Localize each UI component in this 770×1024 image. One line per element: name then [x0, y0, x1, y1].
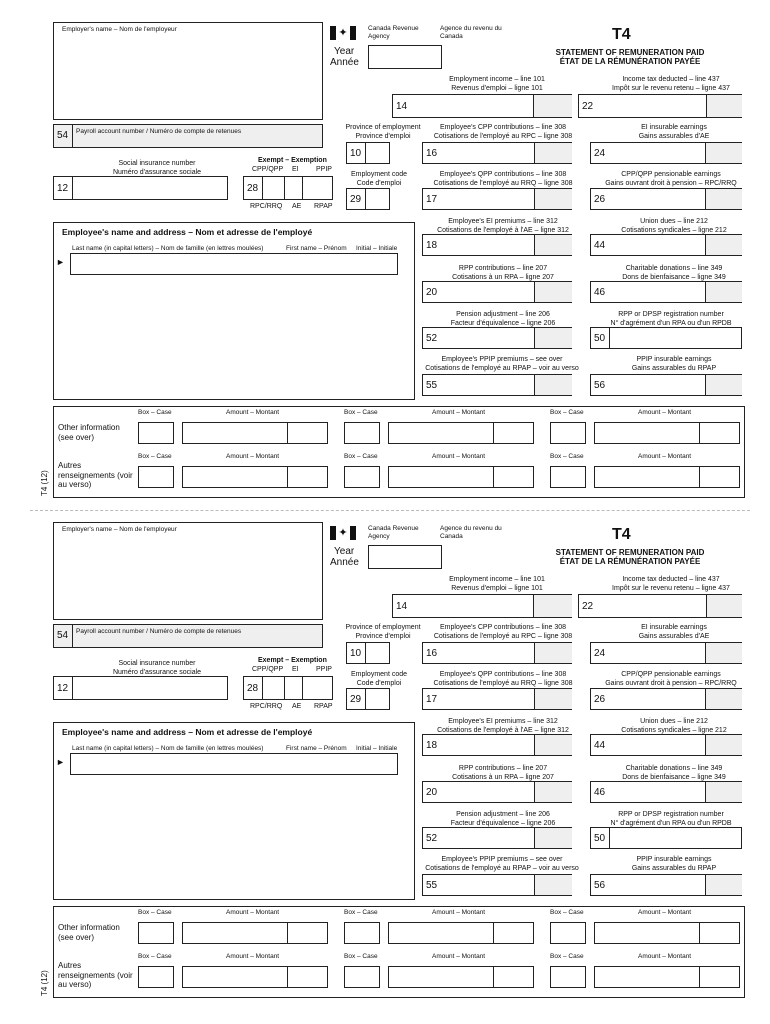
box-12[interactable]: 12 [53, 176, 228, 200]
box-14[interactable]: 14 [392, 94, 572, 118]
other-info-amount-input[interactable] [388, 966, 534, 988]
exempt-ppip-fr: RPAP [314, 203, 333, 210]
label-14: Employment income – line 101 Revenus d'emploi – ligne 101 [449, 76, 545, 92]
employer-name-box[interactable] [53, 22, 323, 120]
side-code: T4 (12) [40, 970, 49, 996]
first-name-label: First name – Prénom [286, 245, 347, 252]
arrow-right-icon: ► [56, 757, 65, 767]
other-info-amount-input[interactable] [182, 466, 328, 488]
box-17[interactable]: 17 [422, 188, 572, 210]
box-44[interactable]: 44 [590, 734, 742, 756]
other-info-box-input[interactable] [550, 422, 586, 444]
other-info-box-input[interactable] [138, 966, 174, 988]
other-info-amount-input[interactable] [594, 966, 740, 988]
box-case-label: Box – Case [344, 409, 378, 416]
label-18: Employee's EI premiums – line 312 Cotisations de l'employé à l'AE – ligne 312 [437, 218, 569, 234]
other-info-section [53, 406, 745, 498]
other-info-box-input[interactable] [344, 922, 380, 944]
arrow-right-icon: ► [56, 257, 65, 267]
province-label: Province of employment Province d'emploi [345, 124, 421, 140]
label-55: Employee's PPIP premiums – see over Cotisations de l'employé au RPAP – voir au verso [425, 856, 579, 872]
other-info-en: Other information (see over) [58, 923, 120, 942]
amount-label: Amount – Montant [432, 953, 486, 960]
exempt-ppip: PPIP [316, 666, 332, 673]
box-29[interactable]: 29 [346, 688, 390, 710]
exempt-ei: EI [292, 666, 299, 673]
employee-name-input[interactable] [70, 253, 398, 275]
box-28[interactable]: 28 [243, 676, 333, 700]
label-16: Employee's CPP contributions – line 308 Cotisations de l'employé au RPC – ligne 308 [433, 624, 573, 640]
label-26: CPP/QPP pensionable earnings Gains ouvrant droit à pension – RPC/RRQ [605, 171, 737, 187]
label-26: CPP/QPP pensionable earnings Gains ouvrant droit à pension – RPC/RRQ [605, 671, 737, 687]
box-26[interactable]: 26 [590, 188, 742, 210]
box-52[interactable]: 52 [422, 327, 572, 349]
box-case-label: Box – Case [138, 453, 172, 460]
label-17: Employee's QPP contributions – line 308 Cotisations de l'employé au RRQ – ligne 308 [433, 671, 573, 687]
box-52[interactable]: 52 [422, 827, 572, 849]
employer-name-box[interactable] [53, 522, 323, 620]
amount-label: Amount – Montant [638, 909, 692, 916]
box-case-label: Box – Case [138, 409, 172, 416]
year-label-en: Year [334, 46, 355, 57]
t4-slip-2 [0, 520, 770, 1020]
label-24: EI insurable earnings Gains assurables d'AE [638, 624, 710, 640]
statement-fr: ÉTAT DE LA RÉMUNÉRATION PAYÉE [559, 557, 701, 566]
exempt-ei-fr: AE [292, 203, 302, 210]
other-info-amount-input[interactable] [388, 922, 534, 944]
amount-label: Amount – Montant [226, 453, 280, 460]
employee-section-title: Employee's name and address – Nom et adresse de l'employé [62, 227, 313, 237]
other-info-box-input[interactable] [344, 466, 380, 488]
label-20: RPP contributions – line 207 Cotisations à un RPA – ligne 207 [452, 265, 554, 281]
label-18: Employee's EI premiums – line 312 Cotisations de l'employé à l'AE – ligne 312 [437, 718, 569, 734]
box-20[interactable]: 20 [422, 281, 572, 303]
other-info-box-input[interactable] [550, 922, 586, 944]
exempt-label: Exempt – Exemption [258, 157, 327, 164]
label-22: Income tax deducted – line 437 Impôt sur le revenu retenu – ligne 437 [612, 576, 730, 592]
sin-label: Social insurance number Numéro d'assurance sociale [112, 160, 202, 176]
box-case-label: Box – Case [550, 453, 584, 460]
box-case-label: Box – Case [550, 909, 584, 916]
label-46: Charitable donations – line 349 Dons de bienfaisance – ligne 349 [622, 765, 726, 781]
year-label-fr: Année [330, 557, 359, 568]
year-label-fr: Année [330, 57, 359, 68]
box-24[interactable]: 24 [590, 142, 742, 164]
box-24[interactable]: 24 [590, 642, 742, 664]
box-55[interactable]: 55 [422, 374, 572, 396]
label-56: PPIP insurable earnings Gains assurables du RPAP [631, 356, 717, 372]
amount-label: Amount – Montant [432, 909, 486, 916]
other-info-amount-input[interactable] [388, 422, 534, 444]
agency-fr: Agence du revenu du Canada [440, 25, 502, 40]
exempt-label: Exempt – Exemption [258, 657, 327, 664]
label-56: PPIP insurable earnings Gains assurables du RPAP [631, 856, 717, 872]
other-info-amount-input[interactable] [182, 922, 328, 944]
label-16: Employee's CPP contributions – line 308 Cotisations de l'employé au RPC – ligne 308 [433, 124, 573, 140]
initial-label: Initial – Initiale [356, 245, 398, 252]
other-info-box-input[interactable] [344, 966, 380, 988]
side-code: T4 (12) [40, 470, 49, 496]
exempt-ei: EI [292, 166, 299, 173]
amount-label: Amount – Montant [432, 409, 486, 416]
box-22[interactable]: 22 [578, 594, 742, 618]
label-14: Employment income – line 101 Revenus d'emploi – ligne 101 [449, 576, 545, 592]
agency-fr: Agence du revenu du Canada [440, 525, 502, 540]
box-case-label: Box – Case [138, 953, 172, 960]
box-44[interactable]: 44 [590, 234, 742, 256]
exempt-ei-fr: AE [292, 703, 302, 710]
year-label-en: Year [334, 546, 355, 557]
amount-label: Amount – Montant [226, 409, 280, 416]
other-info-amount-input[interactable] [594, 422, 740, 444]
box-10[interactable]: 10 [346, 642, 390, 664]
exempt-cpp: CPP/QPP [252, 166, 284, 173]
exempt-cpp: CPP/QPP [252, 666, 284, 673]
emp-code-label: Employment code Code d'emploi [350, 171, 408, 187]
label-24: EI insurable earnings Gains assurables d'AE [638, 124, 710, 140]
amount-label: Amount – Montant [226, 953, 280, 960]
label-20: RPP contributions – line 207 Cotisations à un RPA – ligne 207 [452, 765, 554, 781]
amount-label: Amount – Montant [638, 409, 692, 416]
amount-label: Amount – Montant [432, 453, 486, 460]
box-22[interactable]: 22 [578, 94, 742, 118]
box-46[interactable]: 46 [590, 281, 742, 303]
exempt-cpp-fr: RPC/RRQ [250, 203, 283, 210]
box-17[interactable]: 17 [422, 688, 572, 710]
exempt-cpp-fr: RPC/RRQ [250, 703, 283, 710]
year-input[interactable] [368, 45, 442, 69]
box-16[interactable]: 16 [422, 142, 572, 164]
label-44: Union dues – line 212 Cotisations syndicales – ligne 212 [621, 718, 727, 734]
cut-line [30, 510, 750, 511]
statement-en: STATEMENT OF REMUNERATION PAID [555, 548, 705, 557]
payroll-account-box[interactable]: 54 Payroll account number / Numéro de compte de retenues [53, 624, 323, 648]
box-18[interactable]: 18 [422, 234, 572, 256]
other-info-amount-input[interactable] [182, 966, 328, 988]
box-14[interactable]: 14 [392, 594, 572, 618]
label-44: Union dues – line 212 Cotisations syndicales – ligne 212 [621, 218, 727, 234]
agency-en: Canada Revenue Agency [368, 25, 419, 40]
label-52: Pension adjustment – line 206 Facteur d'équivalence – ligne 206 [450, 311, 556, 327]
form-code: T4 [612, 26, 631, 43]
box-26[interactable]: 26 [590, 688, 742, 710]
other-info-section [53, 906, 745, 998]
box-case-label: Box – Case [550, 953, 584, 960]
other-info-box-input[interactable] [550, 966, 586, 988]
exempt-ppip-fr: RPAP [314, 703, 333, 710]
box-case-label: Box – Case [138, 909, 172, 916]
payroll-account-box[interactable]: 54 Payroll account number / Numéro de compte de retenues [53, 124, 323, 148]
other-info-box-input[interactable] [344, 422, 380, 444]
other-info-en: Other information (see over) [58, 423, 120, 442]
label-55: Employee's PPIP premiums – see over Cotisations de l'employé au RPAP – voir au verso [425, 356, 579, 372]
emp-code-label: Employment code Code d'emploi [350, 671, 408, 687]
box-case-label: Box – Case [344, 909, 378, 916]
label-50: RPP or DPSP registration number N° d'agrément d'un RPA ou d'un RPDB [610, 811, 732, 827]
label-17: Employee's QPP contributions – line 308 Cotisations de l'employé au RRQ – ligne 308 [433, 171, 573, 187]
last-name-label: Last name (in capital letters) – Nom de famille (en lettres moulées) [72, 245, 264, 252]
box-56[interactable]: 56 [590, 874, 742, 896]
box-10[interactable]: 10 [346, 142, 390, 164]
box-case-label: Box – Case [344, 953, 378, 960]
initial-label: Initial – Initiale [356, 745, 398, 752]
employee-address-box [53, 722, 415, 900]
amount-label: Amount – Montant [638, 453, 692, 460]
payroll-label: Payroll account number / Numéro de compte de retenues [76, 628, 242, 635]
box-29[interactable]: 29 [346, 188, 390, 210]
box-case-label: Box – Case [550, 409, 584, 416]
box-50[interactable]: 50 [590, 327, 742, 349]
other-info-amount-input[interactable] [182, 422, 328, 444]
other-info-amount-input[interactable] [594, 466, 740, 488]
form-code: T4 [612, 526, 631, 543]
box-28[interactable]: 28 [243, 176, 333, 200]
other-info-amount-input[interactable] [388, 466, 534, 488]
label-46: Charitable donations – line 349 Dons de bienfaisance – ligne 349 [622, 265, 726, 281]
agency-en: Canada Revenue Agency [368, 525, 419, 540]
first-name-label: First name – Prénom [286, 745, 347, 752]
year-input[interactable] [368, 545, 442, 569]
box-50[interactable]: 50 [590, 827, 742, 849]
employer-name-label: Employer's name – Nom de l'employeur [62, 526, 177, 533]
statement-fr: ÉTAT DE LA RÉMUNÉRATION PAYÉE [559, 57, 701, 66]
employee-address-box [53, 222, 415, 400]
other-info-box-input[interactable] [138, 466, 174, 488]
box-46[interactable]: 46 [590, 781, 742, 803]
box-12[interactable]: 12 [53, 676, 228, 700]
employee-section-title: Employee's name and address – Nom et adresse de l'employé [62, 727, 313, 737]
other-info-fr: Autres renseignements (voir au verso) [58, 461, 133, 489]
amount-label: Amount – Montant [226, 909, 280, 916]
exempt-ppip: PPIP [316, 166, 332, 173]
amount-label: Amount – Montant [638, 953, 692, 960]
box-20[interactable]: 20 [422, 781, 572, 803]
t4-slip-1 [0, 20, 770, 520]
label-50: RPP or DPSP registration number N° d'agrément d'un RPA ou d'un RPDB [610, 311, 732, 327]
other-info-box-input[interactable] [138, 922, 174, 944]
label-52: Pension adjustment – line 206 Facteur d'équivalence – ligne 206 [450, 811, 556, 827]
province-label: Province of employment Province d'emploi [345, 624, 421, 640]
label-22: Income tax deducted – line 437 Impôt sur le revenu retenu – ligne 437 [612, 76, 730, 92]
canada-flag-icon: ✦ [330, 26, 356, 40]
employee-name-input[interactable] [70, 753, 398, 775]
other-info-amount-input[interactable] [594, 922, 740, 944]
box-case-label: Box – Case [344, 453, 378, 460]
other-info-fr: Autres renseignements (voir au verso) [58, 961, 133, 989]
last-name-label: Last name (in capital letters) – Nom de famille (en lettres moulées) [72, 745, 264, 752]
box-18[interactable]: 18 [422, 734, 572, 756]
other-info-box-input[interactable] [550, 466, 586, 488]
other-info-box-input[interactable] [138, 422, 174, 444]
canada-flag-icon: ✦ [330, 526, 356, 540]
statement-en: STATEMENT OF REMUNERATION PAID [555, 48, 705, 57]
box-56[interactable]: 56 [590, 374, 742, 396]
box-16[interactable]: 16 [422, 642, 572, 664]
payroll-label: Payroll account number / Numéro de compte de retenues [76, 128, 242, 135]
box-55[interactable]: 55 [422, 874, 572, 896]
employer-name-label: Employer's name – Nom de l'employeur [62, 26, 177, 33]
sin-label: Social insurance number Numéro d'assurance sociale [112, 660, 202, 676]
